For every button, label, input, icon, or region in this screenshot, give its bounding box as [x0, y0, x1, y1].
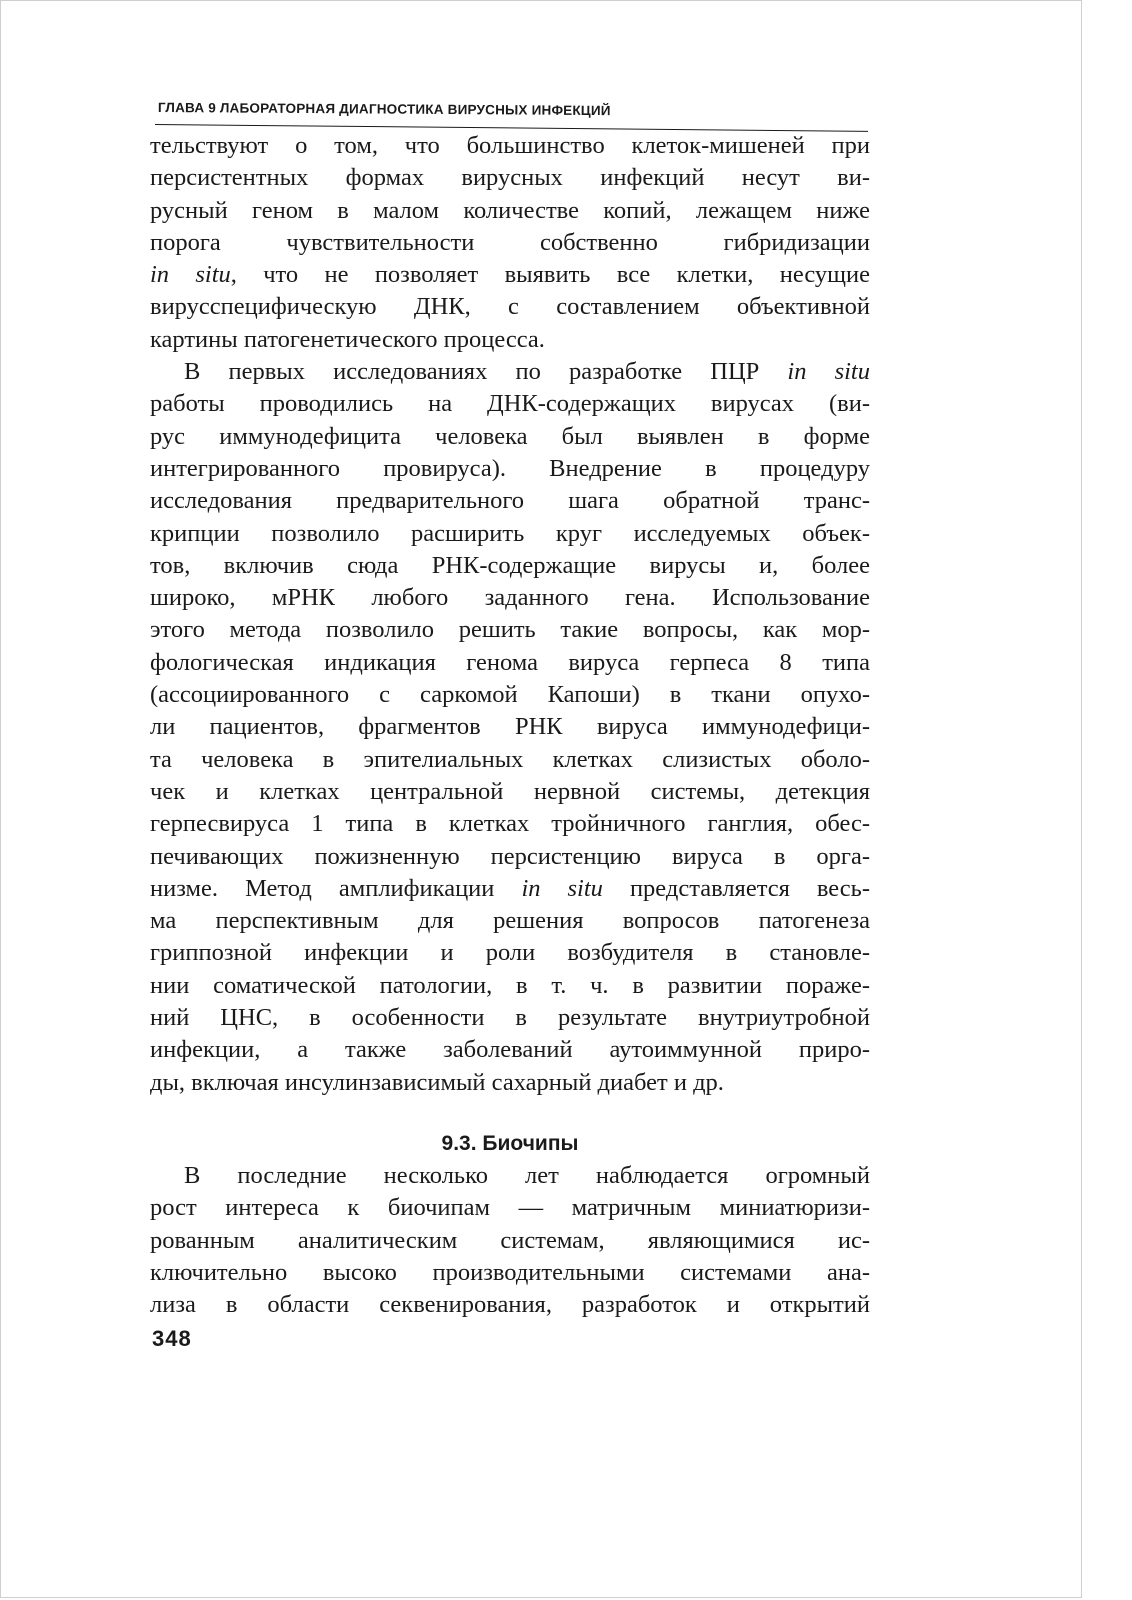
text-line: порога чувствительности собственно гибридизации: [150, 228, 870, 256]
text-line: исследования предварительного шага обратной транс-: [150, 487, 870, 515]
text-line: В первых исследованиях по разработке ПЦР in situ: [184, 358, 870, 386]
text-line: вирусспецифическую ДНК, с составлением объективной: [150, 293, 870, 321]
text-line: низме. Метод амплификации in situ представляется весь-: [150, 874, 870, 902]
text-line: рус иммунодефицита человека был выявлен в форме: [150, 422, 870, 450]
text-line: рованным аналитическим системам, являющимися ис-: [150, 1226, 870, 1254]
text-line: (ассоциированного с саркомой Капоши) в ткани опухо-: [150, 681, 870, 709]
page-number: 348: [152, 1326, 192, 1351]
paragraph-1: [150, 130, 870, 356]
text-line: В последние несколько лет наблюдается огромный: [184, 1162, 870, 1189]
text-line: in situ, что не позволяет выявить все клетки, несущие: [150, 261, 870, 289]
text-line: ключительно высоко производительными системами ана-: [150, 1258, 870, 1286]
running-header: ГЛАВА 9 ЛАБОРАТОРНАЯ ДИАГНОСТИКА ВИРУСНЫХ ИНФЕКЦИЙ: [157, 100, 611, 119]
paragraph-2: [150, 356, 870, 1099]
text-line: крипции позволило расширить круг исследуемых объек-: [150, 519, 870, 547]
text-line: гриппозной инфекции и роли возбудителя в становле-: [150, 939, 870, 967]
text-line: та человека в эпителиальных клетках слизистых оболо-: [150, 745, 870, 773]
section-heading: 9.3. Биочипы: [441, 1132, 579, 1155]
text-line: ма перспективным для решения вопросов патогенеза: [150, 907, 870, 935]
text-line: ды, включая инсулинзависимый сахарный диабет и др.: [150, 1068, 724, 1096]
text-line: картины патогенетического процесса.: [150, 325, 545, 353]
text-line: персистентных формах вирусных инфекций несут ви-: [150, 164, 870, 192]
text-line: ли пациентов, фрагментов РНК вируса иммунодефици-: [150, 713, 870, 741]
text-line: лиза в области секвенирования, разработок и открытий: [150, 1291, 870, 1319]
text-line: тельствуют о том, что большинство клеток-мишеней при: [150, 132, 870, 159]
main-text-block: [150, 130, 870, 1099]
paragraph-3: [150, 1160, 870, 1321]
text-line: этого метода позволило решить такие вопросы, как мор-: [150, 616, 870, 644]
text-line: герпесвируса 1 типа в клетках тройничного ганглия, обес-: [150, 810, 870, 838]
text-line: нии соматической патологии, в т. ч. в развитии пораже-: [150, 971, 870, 999]
text-line: ний ЦНС, в особенности в результате внутриутробной: [150, 1004, 870, 1032]
text-line: фологическая индикация генома вируса герпеса 8 типа: [150, 648, 870, 676]
latin-term: in situ: [150, 261, 231, 289]
text-line: рост интереса к биочипам — матричным миниатюризи-: [150, 1194, 870, 1222]
text-line: широко, мРНК любого заданного гена. Использование: [150, 584, 870, 612]
text-line: инфекции, а также заболеваний аутоиммунной приро-: [150, 1036, 870, 1064]
latin-term: in situ: [787, 358, 870, 386]
text-line: чек и клетках центральной нервной системы, детекция: [150, 777, 870, 805]
text-line: печивающих пожизненную персистенцию вируса в орга-: [150, 842, 870, 870]
text-line: русный геном в малом количестве копий, лежащем ниже: [150, 196, 870, 224]
section-text-block: [150, 1160, 870, 1321]
latin-term: in situ: [521, 874, 603, 902]
text-line: работы проводились на ДНК-содержащих вирусах (ви-: [150, 390, 870, 418]
text-line: тов, включив сюда РНК-содержащие вирусы и, более: [150, 551, 870, 579]
text-line: интегрированного провируса). Внедрение в процедуру: [150, 454, 870, 482]
